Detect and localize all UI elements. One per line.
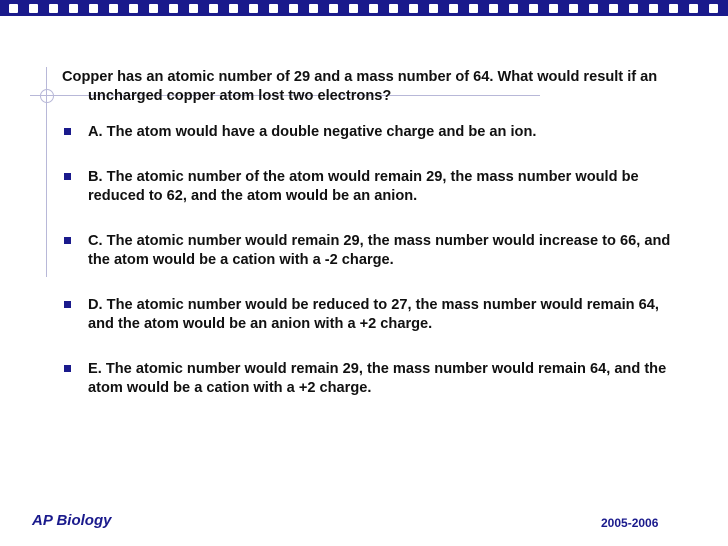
square-decoration [169,4,178,13]
square-decoration [189,4,198,13]
answer-option-text: C. The atomic number would remain 29, the mass number would increase to 66, and the atom would be a cation with a -2 charge. [88,233,671,268]
square-decoration [29,4,38,13]
square-decoration [489,4,498,13]
slide-body [62,68,672,424]
square-decoration [229,4,238,13]
square-decoration [289,4,298,13]
square-decoration [409,4,418,13]
square-decoration [429,4,438,13]
square-decoration [49,4,58,13]
square-decoration [149,4,158,13]
square-decoration [329,4,338,13]
answer-option-text: E. The atomic number would remain 29, the mass number would remain 64, and the atom would be a cation with a +2 charge. [88,361,667,396]
square-decoration [609,4,618,13]
square-bullet-icon [64,301,71,308]
square-decoration [309,4,318,13]
answer-option-d [62,296,672,334]
square-decoration [269,4,278,13]
answer-option-text: A. The atom would have a double negative charge and be an ion. [88,124,537,140]
square-decoration [449,4,458,13]
answer-option-text: B. The atomic number of the atom would remain 29, the mass number would be reduced to 62, and the atom would be an anion. [88,169,639,204]
answer-option-e [62,360,672,398]
square-decoration [469,4,478,13]
square-decoration [649,4,658,13]
answer-option-a [62,123,672,142]
answer-option-c [62,232,672,270]
square-decoration [209,4,218,13]
square-decoration [569,4,578,13]
question-text: Copper has an atomic number of 29 and a mass number of 64. What would result if an uncharged copper atom lost two electrons? [62,69,658,104]
square-decoration [109,4,118,13]
square-decoration [389,4,398,13]
square-decoration [709,4,718,13]
square-decoration [349,4,358,13]
course-title-footer: AP Biology [32,512,112,529]
square-decoration [689,4,698,13]
answer-option-b [62,168,672,206]
square-decoration [129,4,138,13]
square-decoration [629,4,638,13]
square-decoration [69,4,78,13]
crosshair-circle-decoration [40,89,54,103]
square-bullet-icon [64,237,71,244]
square-bullet-icon [64,365,71,372]
top-decorative-bar [0,0,728,16]
square-decoration [9,4,18,13]
square-bullet-icon [64,173,71,180]
square-bullet-icon [64,128,71,135]
answer-option-text: D. The atomic number would be reduced to 27, the mass number would remain 64, and the atom would be an anion with a +2 charge. [88,297,659,332]
square-decoration [549,4,558,13]
square-decoration [249,4,258,13]
square-decoration [509,4,518,13]
year-footer: 2005-2006 [601,516,659,530]
square-decoration [529,4,538,13]
square-decoration [669,4,678,13]
square-decoration [589,4,598,13]
square-decoration [89,4,98,13]
square-decoration [369,4,378,13]
